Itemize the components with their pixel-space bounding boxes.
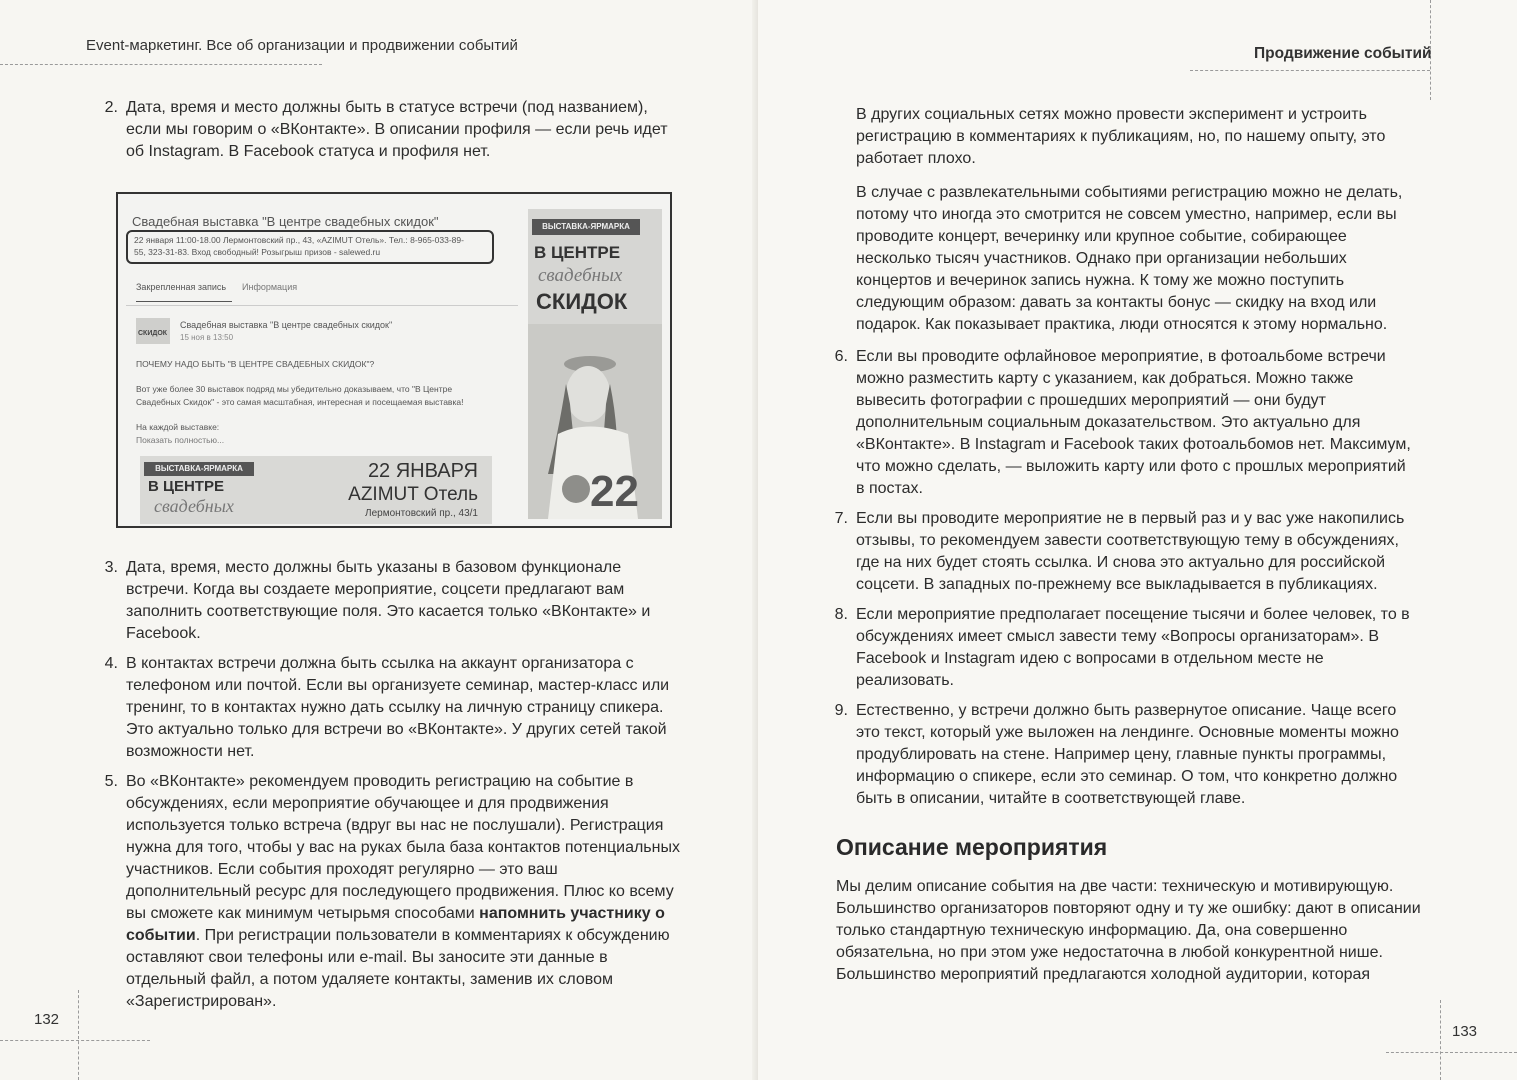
- poster-line: свадебных: [538, 265, 623, 286]
- margin-rule: [1440, 1000, 1441, 1080]
- post-body: Вот уже более 30 выставок подряд мы убедительно доказываем, что "В Центре: [136, 384, 453, 394]
- tab-underline: [136, 301, 232, 302]
- list-item: 2. Дата, время и место должны быть в статусе встречи (под названием), если мы говорим о «ВКонтакте». В описании профиля — если речь идет об Instagram. В Facebook статуса и профиля нет.: [104, 99, 668, 160]
- banner-image: [140, 456, 492, 524]
- poster-ribbon: ВЫСТАВКА-ЯРМАРКА: [532, 219, 640, 235]
- banner-line: В ЦЕНТРЕ: [148, 478, 224, 495]
- header-rule: [0, 64, 322, 65]
- event-screenshot-figure: [116, 192, 672, 528]
- paragraph: Мы делим описание события на две части: техническую и мотивирующую. Большинство организаторов повторяют одну и ту же ошибку: дают в описании только стандартную техническую информацию. Да, она совершенно обязательна, но при этом уже недостаточна в любой конкурентной нише. Большинство мероприятий предлагаются холодной аудитории, которая: [836, 878, 1421, 983]
- post-heading: ПОЧЕМУ НАДО БЫТЬ "В ЦЕНТРЕ СВАДЕБНЫХ СКИДОК"?: [136, 359, 375, 369]
- poster-image: [528, 209, 662, 519]
- paragraph: В случае с развлекательными событиями регистрацию можно не делать, потому что иногда это смотрится не совсем уместно, например, если вы проводите концерт, вечеринку или крупное событие, собирающее несколько тысяч участников. Однако при организации небольших концертов и вечеринок запись нужна. К тому же можно поступить следующим образом: давать за контакты бонус — скидку на вход или подарок. Как показывает практика, люди относятся к этому нормально.: [856, 184, 1403, 333]
- event-title: Свадебная выставка "В центре свадебных скидок": [132, 214, 439, 229]
- footer-rule: [0, 1040, 150, 1041]
- banner-line: свадебных: [154, 496, 234, 516]
- post-body: Свадебных Скидок" - это самая масштабная, интересная и посещаемая выставка!: [136, 397, 464, 407]
- margin-rule: [78, 990, 79, 1080]
- numbered-list: [826, 346, 1418, 818]
- numbered-list: [96, 557, 686, 1021]
- paragraph: В других социальных сетях можно провести эксперимент и устроить регистрацию в комментариях к публикациям, но, по нашему опыту, это работает плохо.: [856, 106, 1386, 167]
- header-rule: [1190, 70, 1430, 71]
- banner-ribbon: ВЫСТАВКА-ЯРМАРКА: [144, 462, 254, 476]
- tab-info: Информация: [242, 282, 298, 292]
- list-item: 6. Если вы проводите офлайновое мероприятие, в фотоальбоме встречи можно разместить карту с указанием, как добраться. Можно также вывесить фотографии с прошедших мероприятий — они будут дополнительным социальным доказательством. Это актуально для «ВКонтакте». В Instagram и Facebook таких фотоальбомов нет. Максимум, что можно сделать, — выложить карту или фото с прошлых мероприятий в постах.: [834, 348, 1411, 497]
- page-number: 132: [34, 1011, 60, 1028]
- status-line: 55, 323-31-83. Вход свободный! Розыгрыш призов - salewed.ru: [134, 247, 381, 257]
- banner-address: Лермонтовский пр., 43/1: [365, 508, 478, 519]
- show-more-link: Показать полностью...: [136, 435, 225, 445]
- page-number: 133: [1452, 1023, 1478, 1040]
- running-head: Продвижение событий: [1254, 45, 1432, 62]
- list-item: 3. Дата, время, место должны быть указаны в базовом функционале встречи. Когда вы создаете мероприятие, соцсети предлагают вам заполнить соответствующие поля. Это касается только «ВКонтакте» и Facebook.: [104, 559, 651, 642]
- list-item: 9. Естественно, у встречи должно быть развернутое описание. Чаще всего это текст, который уже выложен на лендинге. Основные моменты можно продублировать на стене. Например цену, главные пункты программы, информацию о спикере, если это семинар. О том, что конкретно должно быть в описании, читайте в соответствующей главе.: [834, 702, 1399, 807]
- banner-date: 22 ЯНВАРЯ: [367, 460, 478, 482]
- post-author: Свадебная выставка "В центре свадебных скидок": [180, 320, 393, 330]
- poster-line: СКИДОК: [536, 289, 628, 314]
- footer-rule: [1386, 1052, 1517, 1053]
- status-line: 22 января 11:00-18.00 Лермонтовский пр., 43, «AZIMUT Отель». Тел.: 8-965-033-89-: [134, 235, 464, 245]
- list-item: 4. В контактах встречи должна быть ссылка на аккаунт организатора с телефоном или почтой. Если вы организуете семинар, мастер-класс или тренинг, то в контактах нужно дать ссылку на личную страницу спикера. Это актуально только для встречи во «ВКонтакте». У других сетей такой возможности нет.: [104, 655, 670, 760]
- right-page: [758, 0, 1517, 1080]
- poster-number: 22: [590, 467, 639, 516]
- banner-hotel: AZIMUT Отель: [348, 484, 478, 505]
- list-item: 5. Во «ВКонтакте» рекомендуем проводить регистрацию на событие в обсуждениях, если мероприятие обучающее и для продвижения используется только встреча (вдруг вы нас не послушали). Регистрация нужна для того, чтобы у вас на руках была база контактов потенциальных участников. Если события проходят регулярно — это ваш дополнительный ресурс для последующего продвижения. Плюс ко всему вы сможете как минимум четырьмя способами напомнить участнику о событии. При регистрации пользователи в комментариях к обсуждению оставляют свои телефоны или e-mail. Вы заносите эти данные в отдельный файл, а потом удаляете контакты, заменив их словом «Зарегистрирован».: [104, 773, 680, 1010]
- list-item: 8. Если мероприятие предполагает посещение тысячи и более человек, то в обсуждениях имеет смысл завести тему «Вопросы организаторам». В Facebook и Instagram идею с вопросами в отдельном месте не реализовать.: [834, 606, 1410, 689]
- bold-phrase: напомнить участнику о событии: [126, 905, 665, 944]
- section-heading: Описание мероприятия: [836, 834, 1108, 860]
- list-item: 7. Если вы проводите мероприятие не в первый раз и у вас уже накопились отзывы, то рекомендуем завести соответствующую тему в обсуждениях, где на них будет стоять ссылка. И снова это актуально для российской соцсети. В западных по-прежнему все выкладывается в публикациях.: [834, 510, 1405, 593]
- left-page: [0, 0, 758, 1080]
- avatar: СКИДОК: [136, 318, 170, 344]
- poster-line: В ЦЕНТРЕ: [534, 243, 621, 262]
- running-head: Event-маркетинг. Все об организации и продвижении событий: [86, 37, 518, 54]
- tab-pinned: Закрепленная запись: [136, 282, 227, 292]
- post-date: 15 ноя в 13:50: [180, 333, 234, 342]
- divider: [126, 305, 518, 306]
- numbered-list: [96, 97, 686, 171]
- post-body: На каждой выставке:: [136, 422, 220, 432]
